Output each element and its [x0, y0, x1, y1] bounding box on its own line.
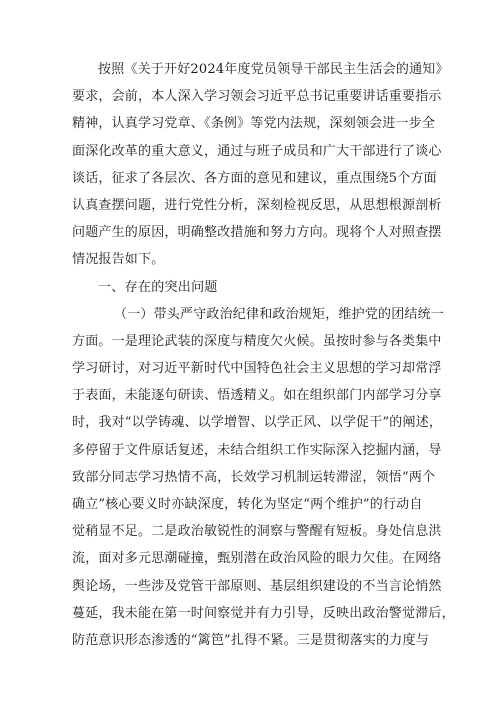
- paragraph-line: 觉稍显不足。二是政治敏锐性的洞察与警醒有短板。身处信息洪: [72, 524, 442, 540]
- paragraph-line: 蔓延，我未能在第一时间察觉并有力引导，反映出政治警觉滞后，: [72, 605, 455, 621]
- paragraph-line: 舆论场，一些涉及党管干部原则、基层组织建设的不当言论悄然: [72, 578, 442, 594]
- section-heading: 一、存在的突出问题: [98, 279, 218, 295]
- paragraph-line: 确立”核心要义时亦缺深度，转化为坚定“两个维护”的行动自: [72, 497, 423, 512]
- paragraph-line: 谈话，征求了各层次、各方面的意见和建议，重点围绕5个方面: [72, 170, 437, 186]
- paragraph-line: 学习研讨，对习近平新时代中国特色社会主义思想的学习却常浮: [72, 361, 442, 377]
- paragraph-line: 流，面对多元思潮碰撞，甄别潜在政治风险的眼力欠佳。在网络: [72, 551, 442, 567]
- subsection-heading-line: （一）带头严守政治纪律和政治规矩，维护党的团结统一: [114, 306, 445, 322]
- paragraph-line: 方面。一是理论武装的深度与精度欠火候。虽按时参与各类集中: [72, 333, 442, 349]
- paragraph-line: 多停留于文件原话复述，未结合组织工作实际深入挖掘内涵，导: [72, 442, 442, 458]
- paragraph-line: 于表面，未能逐句研读、悟透精义。如在组织部门内部学习分享: [72, 388, 442, 404]
- paragraph-line: 情况报告如下。: [72, 252, 165, 268]
- paragraph-line: 防范意识形态渗透的“篱笆”扎得不紧。三是贯彻落实的力度与: [72, 632, 429, 648]
- paragraph-line: 时，我对“以学铸魂、以学增智、以学正风、以学促干”的阐述，: [72, 415, 443, 431]
- paragraph-line: 按照《关于开好2024年度党员领导干部民主生活会的通知》: [98, 62, 449, 77]
- paragraph-line: 致部分同志学习热情不高，长效学习机制运转滞涩，领悟“两个: [72, 469, 436, 485]
- paragraph-line: 问题产生的原因，明确整改措施和努力方向。现将个人对照查摆: [72, 225, 442, 241]
- paragraph-line: 面深化改革的重大意义，通过与班子成员和广大干部进行了谈心: [72, 143, 442, 159]
- paragraph-line: 要求，会前，本人深入学习领会习近平总书记重要讲话重要指示: [72, 89, 442, 105]
- paragraph-line: 认真查摆问题，进行党性分析，深刻检视反思，从思想根源剖析: [72, 197, 442, 213]
- paragraph-line: 精神，认真学习党章、《条例》等党内法规，深刻领会进一步全: [72, 116, 436, 132]
- document-body: [72, 56, 455, 654]
